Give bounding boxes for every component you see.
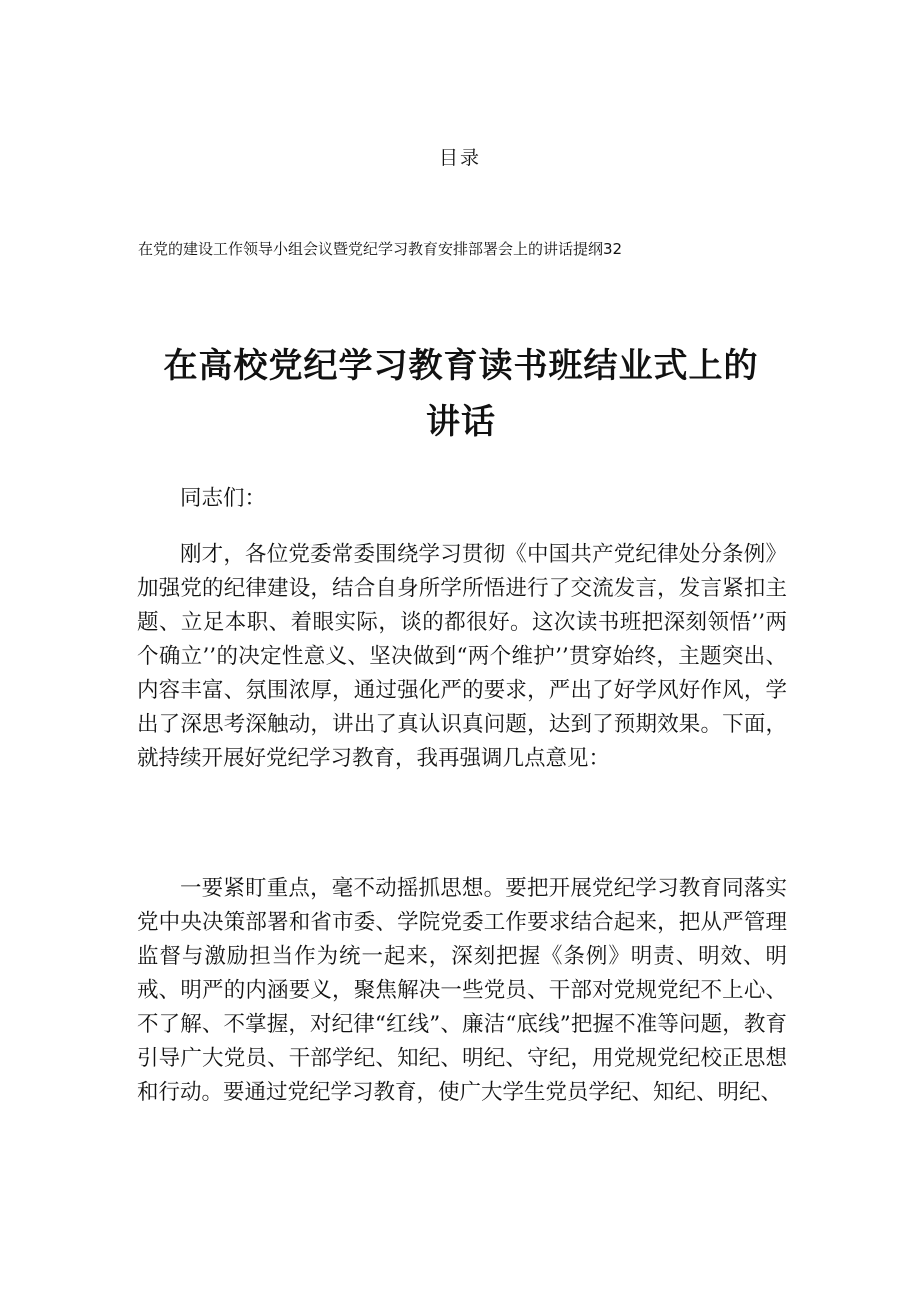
document-title: 在高校党纪学习教育读书班结业式上的讲话 [163, 346, 759, 442]
body-paragraph: 一要紧盯重点，毫不动摇抓思想。要把开展党纪学习教育同落实党中央决策部署和省市委、学院党委工作要求结合起来，把从严管理监督与激励担当作为统一起来，深刻把握《条例》明责、明效、明戒、明严的内涵要义，聚焦解决一些党员、干部对党规党纪不上心、不了解、不掌握，对纪律“红线”、廉洁“底线”把握不准等问题，教育引导广大党员、干部学纪、知纪、明纪、守纪，用党规党纪校正思想和行动。要通过党纪学习教育，使广大学生党员学纪、知纪、明纪、 [137, 876, 787, 1105]
body-paragraph: 刚才，各位党委常委围绕学习贯彻《中国共产党纪律处分条例》加强党的纪律建设，结合自身所学所悟进行了交流发言，发言紧扣主题、立足本职、着眼实际，谈的都很好。这次读书班把深刻领悟’’两个确立’’的决定性意义、坚决做到“两个维护’’贯穿始终，主题突出、内容丰富、氛围浓厚，通过强化严的要求，严出了好学风好作风，学出了深思考深触动，讲出了真认识真问题，达到了预期效果。下面，就持续开展好党纪学习教育，我再强调几点意见： [137, 542, 787, 771]
toc-title: 目录 [438, 147, 481, 169]
toc-entry[interactable]: 在党的建设工作领导小组会议暨党纪学习教育安排部署会上的讲话提纲32 [138, 240, 623, 258]
salutation: 同志们： [180, 486, 267, 511]
